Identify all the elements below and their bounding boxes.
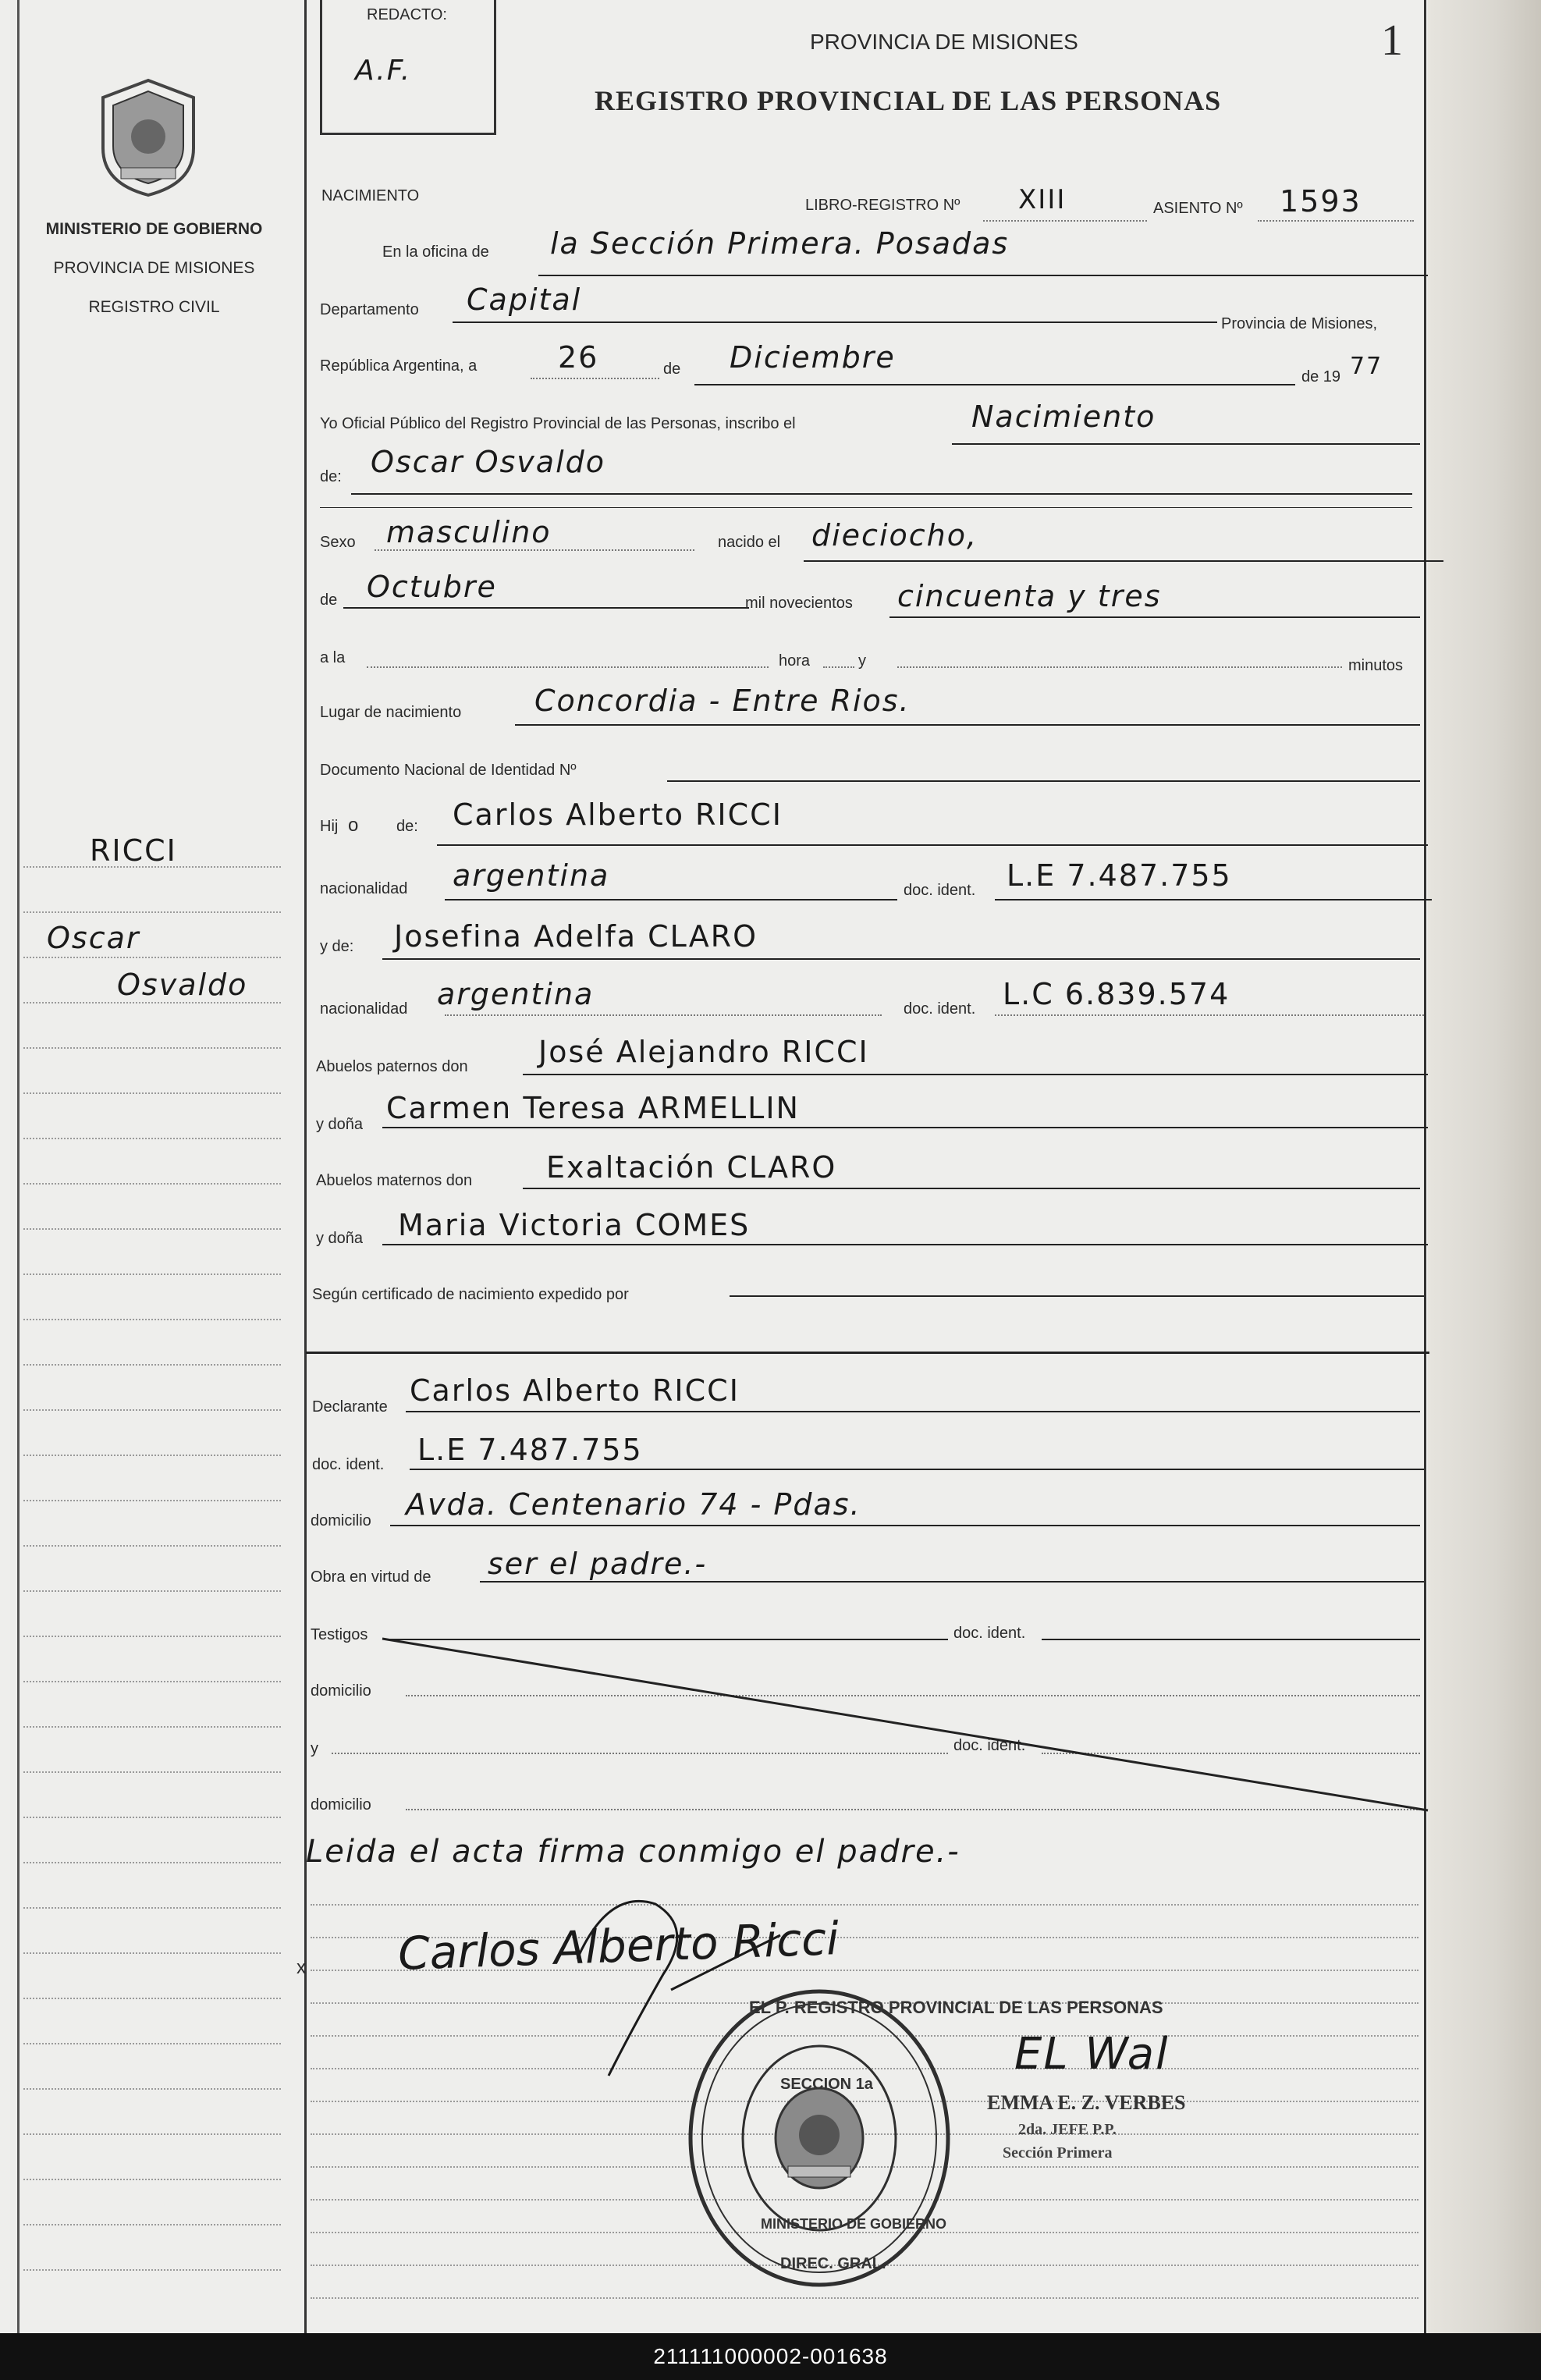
padre-doc: L.E 7.487.755 xyxy=(1007,858,1232,893)
sexo-label: Sexo xyxy=(320,534,356,551)
margin-rule xyxy=(23,1952,281,1954)
x-mark: x xyxy=(296,1957,306,1978)
official-name: EMMA E. Z. VERBES xyxy=(987,2091,1186,2114)
hijo-suffix: o xyxy=(348,815,359,836)
margin-rule xyxy=(23,1817,281,1818)
margin-rule xyxy=(23,1092,281,1094)
obra-label: Obra en virtud de xyxy=(311,1568,431,1586)
test-doc-label: doc. ident. xyxy=(953,1625,1026,1642)
domicilio-label: domicilio xyxy=(311,1512,371,1529)
decl-doc-value: L.E 7.487.755 xyxy=(417,1433,643,1467)
de-mes-label: de xyxy=(320,591,338,609)
ministry-emblem-icon xyxy=(94,74,203,199)
margin-rule xyxy=(23,1590,281,1592)
margin-rule xyxy=(23,2179,281,2180)
margin-rule xyxy=(23,2043,281,2044)
cancel-diagonal xyxy=(375,1631,1436,1834)
margin-rule xyxy=(23,2088,281,2090)
republica-label: República Argentina, a xyxy=(320,357,478,375)
de-year-label: de 19 xyxy=(1301,368,1341,385)
test-y-label: y xyxy=(311,1740,318,1757)
archive-code-bar xyxy=(0,2333,1541,2380)
dni-label: Documento Nacional de Identidad Nº xyxy=(320,762,577,779)
registry-title: REGISTRO PROVINCIAL DE LAS PERSONAS xyxy=(595,85,1222,116)
margin-rule xyxy=(23,2269,281,2271)
padre-doc-label: doc. ident. xyxy=(904,882,976,899)
abuelo-pat: José Alejandro RICCI xyxy=(538,1035,869,1069)
obra-value: ser el padre.- xyxy=(488,1547,708,1581)
mes-value: Octubre xyxy=(367,570,497,604)
declarant-signature: Carlos Alberto Ricci xyxy=(396,1912,840,1980)
padre-nac-label: nacionalidad xyxy=(320,880,408,897)
page-number: 1 xyxy=(1381,16,1403,65)
de-name-label: de: xyxy=(320,468,342,485)
margin-second-name: Osvaldo xyxy=(117,968,248,1002)
madre-value: Josefina Adelfa CLARO xyxy=(394,919,758,954)
abuelos-pat-label: Abuelos paternos don xyxy=(316,1058,468,1075)
redacto-value: A.F. xyxy=(355,55,412,87)
seal-ministry: MINISTERIO DE GOBIERNO xyxy=(761,2216,947,2232)
abuela-mat: Maria Victoria COMES xyxy=(398,1208,751,1242)
margin-rule xyxy=(23,1409,281,1411)
margin-rule xyxy=(23,957,281,958)
anio-value: cincuenta y tres xyxy=(897,579,1162,613)
asiento-value: 1593 xyxy=(1280,184,1362,218)
bottom-rule xyxy=(311,2297,1419,2299)
declarante-label: Declarante xyxy=(312,1398,388,1416)
name-value: Oscar Osvaldo xyxy=(371,445,605,479)
margin-first-name: Oscar xyxy=(47,921,140,955)
madre-doc: L.C 6.839.574 xyxy=(1003,977,1230,1011)
oficina-value: la Sección Primera. Posadas xyxy=(550,226,1010,261)
sexo-value: masculino xyxy=(386,515,552,549)
archive-code: 211111000002-001638 xyxy=(653,2344,888,2368)
ministry-line3: REGISTRO CIVIL xyxy=(88,298,220,316)
padre-nac: argentina xyxy=(453,858,610,893)
lugar-value: Concordia - Entre Rios. xyxy=(534,684,911,718)
margin-rule xyxy=(23,1636,281,1637)
margin-rule xyxy=(23,1455,281,1456)
margin-rule xyxy=(23,1273,281,1275)
margin-rule xyxy=(23,1862,281,1863)
margin-rule xyxy=(23,1771,281,1773)
seal-inner: SECCION 1a xyxy=(780,2076,873,2093)
abuelo-mat: Exaltación CLARO xyxy=(546,1150,837,1185)
decl-doc-label: doc. ident. xyxy=(312,1456,385,1473)
leida-text: Leida el acta firma conmigo el padre.- xyxy=(306,1834,960,1870)
abuela-pat: Carmen Teresa ARMELLIN xyxy=(386,1091,800,1125)
libro-label: LIBRO-REGISTRO Nº xyxy=(805,197,960,214)
left-binding-line xyxy=(17,0,20,2333)
test-dom2-label: domicilio xyxy=(311,1796,371,1813)
madre-nac-label: nacionalidad xyxy=(320,1000,408,1018)
minutos-label: minutos xyxy=(1348,657,1404,674)
margin-rule xyxy=(23,1228,281,1230)
yde-label: y de: xyxy=(320,938,354,955)
lugar-label: Lugar de nacimiento xyxy=(320,704,462,721)
margin-rule xyxy=(23,1681,281,1682)
ministry-line1: MINISTERIO DE GOBIERNO xyxy=(45,220,263,238)
madre-nac: argentina xyxy=(437,977,595,1011)
margin-rule xyxy=(23,1907,281,1909)
mil-label: mil novecientos xyxy=(745,595,853,612)
margin-rule xyxy=(23,911,281,913)
departamento-value: Capital xyxy=(467,282,582,317)
right-border xyxy=(1424,0,1426,2333)
segun-label: Según certificado de nacimiento expedido por xyxy=(312,1286,629,1303)
margin-rule xyxy=(23,2133,281,2135)
year-suffix: 77 xyxy=(1350,353,1383,380)
margin-rule xyxy=(23,2224,281,2225)
y-label: y xyxy=(858,652,866,670)
seal-outer: EL P. REGISTRO PROVINCIAL DE LAS PERSONAS xyxy=(749,1998,1163,2017)
nacido-label: nacido el xyxy=(718,534,781,551)
margin-rule xyxy=(23,1500,281,1501)
test-doc2-label: doc. ident. xyxy=(953,1737,1026,1754)
margin-divider xyxy=(304,0,307,2333)
margin-rule xyxy=(23,1364,281,1366)
margin-rule xyxy=(23,1002,281,1004)
redacto-label: REDACTO: xyxy=(367,6,447,23)
official-title: 2da. JEFE P.P. xyxy=(1018,2121,1117,2138)
margin-rule xyxy=(23,1138,281,1139)
margin-rule xyxy=(23,1183,281,1185)
departamento-label: Departamento xyxy=(320,301,419,318)
testigos-label: Testigos xyxy=(311,1626,368,1643)
ydona-mat-label: y doña xyxy=(316,1230,364,1247)
day-value: 26 xyxy=(558,340,599,375)
hijo-label: Hij xyxy=(320,818,339,835)
asiento-label: ASIENTO Nº xyxy=(1153,200,1243,217)
official-seal-icon xyxy=(679,1982,960,2294)
domicilio-value: Avda. Centenario 74 - Pdas. xyxy=(406,1487,861,1522)
madre-doc-label: doc. ident. xyxy=(904,1000,976,1018)
province-title: PROVINCIA DE MISIONES xyxy=(810,30,1078,54)
ydona-pat-label: y doña xyxy=(316,1116,364,1133)
page-edge xyxy=(1428,0,1541,2333)
ala-label: a la xyxy=(320,649,346,666)
hora-label: hora xyxy=(779,652,811,670)
seal-bottom: DIREC. GRAL. xyxy=(780,2255,886,2272)
de-label: de xyxy=(663,361,681,378)
margin-rule xyxy=(23,1545,281,1547)
hijo-de-label: de: xyxy=(396,818,418,835)
official-signature: EL Wal xyxy=(1014,2029,1170,2080)
official-section: Sección Primera xyxy=(1003,2144,1113,2162)
margin-rule xyxy=(23,1726,281,1728)
margin-rule xyxy=(23,1319,281,1320)
declarante-value: Carlos Alberto RICCI xyxy=(410,1373,740,1408)
inscribo-value: Nacimiento xyxy=(971,400,1156,434)
abuelos-mat-label: Abuelos maternos don xyxy=(316,1172,473,1189)
padre-value: Carlos Alberto RICCI xyxy=(453,797,783,832)
margin-rule xyxy=(23,1047,281,1049)
month-value: Diciembre xyxy=(730,340,896,375)
margin-surname: RICCI xyxy=(90,833,177,868)
ministry-line2: PROVINCIA DE MISIONES xyxy=(53,259,255,277)
provincia-label: Provincia de Misiones, xyxy=(1221,315,1378,332)
oficina-label: En la oficina de xyxy=(382,243,489,261)
test-dom-label: domicilio xyxy=(311,1682,371,1700)
nacido-value: dieciocho, xyxy=(811,518,978,552)
yo-label: Yo Oficial Público del Registro Provincial de las Personas, inscribo el xyxy=(320,415,796,432)
margin-rule xyxy=(23,1998,281,1999)
act-type: NACIMIENTO xyxy=(321,187,420,204)
libro-value: XIII xyxy=(1018,184,1067,215)
